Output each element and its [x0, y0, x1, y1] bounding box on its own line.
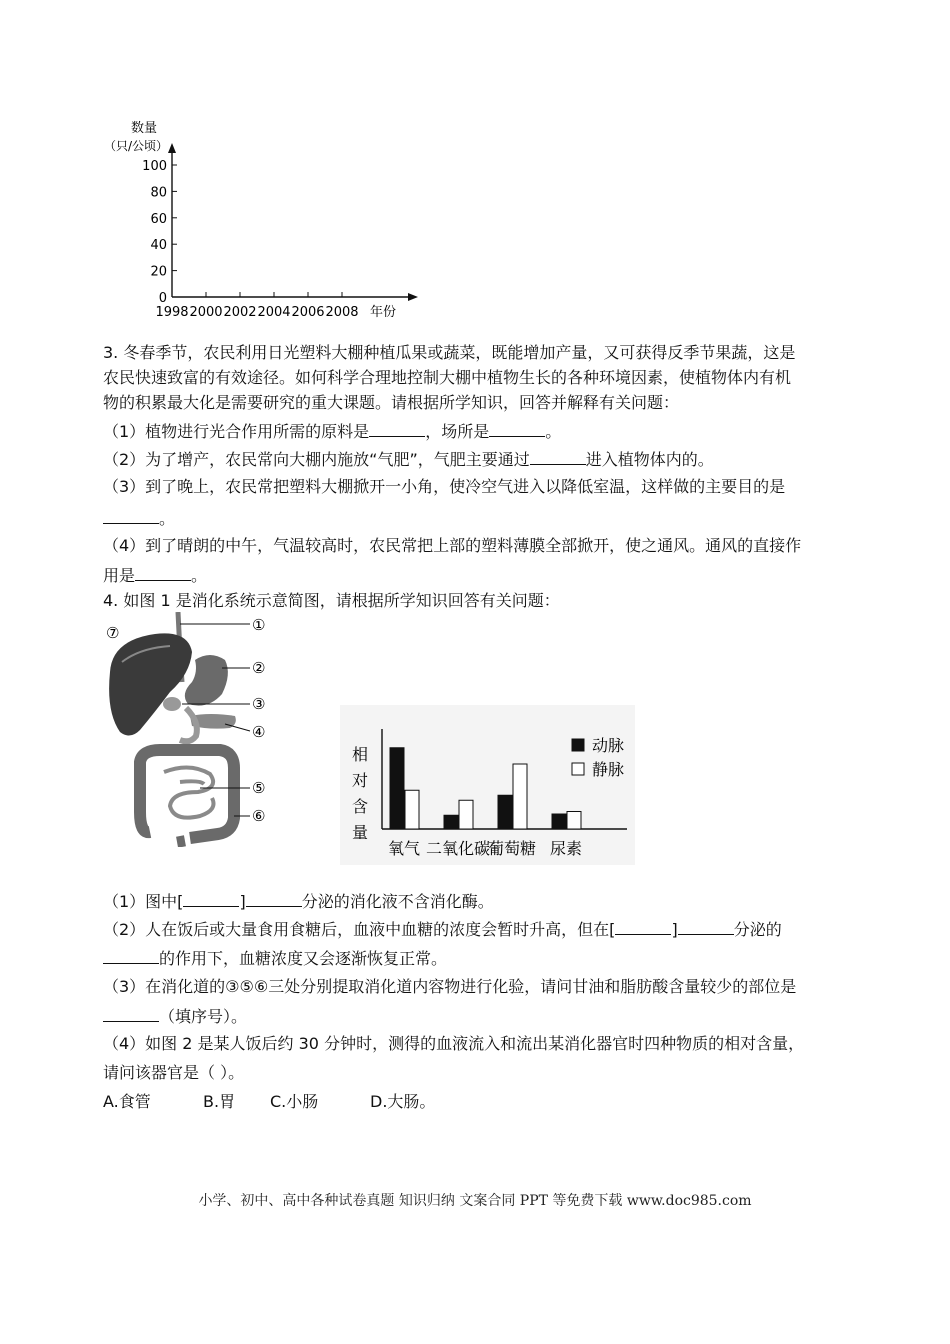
bar-artery [444, 815, 458, 829]
q3-sub2-text-b: 进入植物体内的。 [585, 450, 714, 469]
q4-sub2-cont [103, 947, 447, 970]
y-tick-label: 100 [142, 159, 167, 174]
q4-sub3-text-b: （填序号）。 [159, 1007, 248, 1026]
q4-sub2-text-d: 的作用下，血糖浓度又会逐渐恢复正常。 [159, 949, 448, 968]
q3-sub1-text-b: ，场所是 [425, 422, 490, 441]
bar-vein [405, 790, 419, 829]
answer-blank[interactable] [103, 507, 159, 524]
organ-label: ④ [252, 723, 266, 741]
q3-sub3-text-b: 。 [159, 509, 176, 528]
organ-label: ⑤ [252, 779, 266, 797]
q3-sub3-cont [103, 507, 175, 530]
x-tick-label: 2000 [189, 305, 223, 320]
answer-blank[interactable] [183, 890, 239, 907]
answer-blank[interactable] [246, 890, 302, 907]
y-tick-label: 0 [158, 291, 167, 306]
option-b[interactable]: B.胃 [203, 1092, 236, 1111]
q4-sub2-text-b: ] [671, 920, 678, 939]
legend-label: 动脉 [592, 736, 625, 755]
q4-sub4-cont [103, 1062, 244, 1084]
legend-label: 静脉 [592, 760, 625, 779]
legend-swatch [572, 739, 584, 751]
q3-sub4-text-c: 。 [191, 566, 208, 585]
x-axis-arrow [408, 293, 418, 301]
q3-sub1 [103, 420, 561, 443]
option-a[interactable]: A.食管 [103, 1092, 151, 1111]
x-tick-label: 2002 [223, 305, 257, 320]
q4-options [103, 1091, 435, 1113]
q3-intro-line-2: 农民快速致富的有效途径。如何科学合理地控制大棚中植物生长的各种环境因素，使植物体内有机 [103, 368, 792, 387]
q3-sub4-cont [103, 564, 207, 587]
q4-sub1-text-b: ] [239, 892, 246, 911]
bar-vein [459, 800, 473, 829]
q4-sub2 [103, 918, 782, 941]
answer-blank[interactable] [103, 947, 159, 964]
answer-blank[interactable] [615, 918, 671, 935]
x-tick-label: 2006 [291, 305, 325, 320]
bar-vein [513, 764, 527, 829]
organ-label: ⑦ [106, 624, 120, 642]
q4-sub1-text-a: （1）图中[ [103, 892, 184, 911]
answer-blank[interactable] [135, 564, 191, 581]
answer-blank[interactable] [489, 420, 545, 437]
category-label: 二氧化碳 [425, 839, 491, 858]
blood-content-chart [340, 705, 635, 865]
population-chart [100, 112, 430, 332]
bar-artery [390, 748, 404, 829]
y-axis-label-char: 对 [351, 771, 369, 790]
answer-blank[interactable] [103, 1005, 159, 1022]
q4-sub2-text-c: 分泌的 [733, 920, 782, 939]
q3-sub3 [103, 476, 785, 498]
y-axis-label-char: 含 [351, 797, 369, 816]
category-label: 氧气 [387, 839, 421, 858]
organ-label: ② [252, 659, 266, 677]
x-tick-label: 1998 [155, 305, 189, 320]
y-axis-label: 数量 [130, 121, 158, 136]
footer: 小学、初中、高中各种试卷真题 知识归纳 文案合同 PPT 等免费下载 www.doc985.com [198, 1193, 752, 1209]
q4-sub4-text-b: 请问该器官是（ ）。 [103, 1063, 245, 1082]
stomach-shape [185, 655, 228, 706]
q4-sub3-cont [103, 1005, 247, 1028]
q4-sub3-text-a: （3）在消化道的③⑤⑥三处分别提取消化道内容物进行化验，请问甘油和脂肪酸含量较少的部位是 [103, 977, 797, 996]
y-axis-label-char: 相 [351, 745, 369, 764]
y-tick-label: 20 [150, 264, 167, 280]
population-chart-layer [104, 120, 418, 320]
q3-sub1-text-a: （1）植物进行光合作用所需的原料是 [103, 422, 370, 441]
q3-sub2 [103, 448, 714, 471]
q3-intro-line-1: 3. 冬春季节，农民利用日光塑料大棚种植瓜果或蔬菜，既能增加产量，又可获得反季节果蔬，这是 [103, 343, 796, 362]
y-tick-label: 40 [150, 238, 167, 254]
rectum-shape [180, 836, 182, 847]
q3-sub4-text-a: （4）到了晴朗的中午，气温较高时，农民常把上部的塑料薄膜全部掀开，使之通风。通风的直接作 [103, 536, 802, 555]
bar-vein [567, 812, 581, 830]
x-tick-label: 2008 [325, 305, 359, 320]
duodenum-shape [180, 708, 197, 741]
y-axis-label-char: 量 [351, 823, 369, 842]
q4-sub2-text-a: （2）人在饭后或大量食用食糖后，血液中血糖的浓度会暂时升高，但在[ [103, 920, 616, 939]
y-tick-label: 60 [150, 211, 167, 227]
small-intestine-shape [164, 767, 214, 817]
q3-sub2-text-a: （2）为了增产，农民常向大棚内施放“气肥”，气肥主要通过 [103, 450, 530, 469]
organ-label: ③ [252, 695, 266, 713]
bar-artery [498, 795, 512, 829]
category-label: 尿素 [549, 839, 583, 858]
organ-label: ① [252, 616, 266, 634]
y-tick-label: 80 [150, 185, 167, 201]
x-tick-label: 2004 [257, 305, 291, 320]
bar-artery [552, 814, 566, 829]
q4-sub4 [103, 1033, 804, 1055]
organ-label: ⑥ [252, 807, 266, 825]
answer-blank[interactable] [678, 918, 734, 935]
legend-swatch [572, 763, 584, 775]
digestive-system-figure [100, 612, 285, 847]
category-label: 葡萄糖 [487, 839, 537, 858]
q3-intro-line-3: 物的积累最大化是需要研究的重大课题。请根据所学知识，回答并解释有关问题： [103, 393, 680, 412]
q3-sub3-text-a: （3）到了晚上，农民常把塑料大棚掀开一小角，使冷空气进入以降低室温，这样做的主要目的是 [103, 477, 786, 496]
gallbladder-shape [163, 697, 181, 711]
q3-sub4-text-b: 用是 [103, 566, 136, 585]
q4-sub1-text-c: 分泌的消化液不含消化酶。 [301, 892, 494, 911]
option-d[interactable]: D.大肠。 [370, 1092, 436, 1111]
x-axis-label: 年份 [370, 305, 397, 320]
answer-blank[interactable] [530, 448, 586, 465]
q4-sub4-text-a: （4）如图 2 是某人饭后约 30 分钟时，测得的血液流入和流出某消化器官时四种物质的相对含量， [103, 1034, 805, 1053]
y-axis-unit: （只/公顷） [103, 139, 169, 153]
q3-sub1-text-c: 。 [545, 422, 562, 441]
q4-intro: 4. 如图 1 是消化系统示意简图，请根据所学知识回答有关问题： [103, 591, 560, 610]
q4-sub1 [103, 890, 494, 913]
y-axis-arrow [168, 143, 176, 153]
q3-sub4 [103, 535, 801, 557]
option-c[interactable]: C.小肠 [270, 1092, 319, 1111]
q4-sub3 [103, 976, 796, 998]
answer-blank[interactable] [369, 420, 425, 437]
